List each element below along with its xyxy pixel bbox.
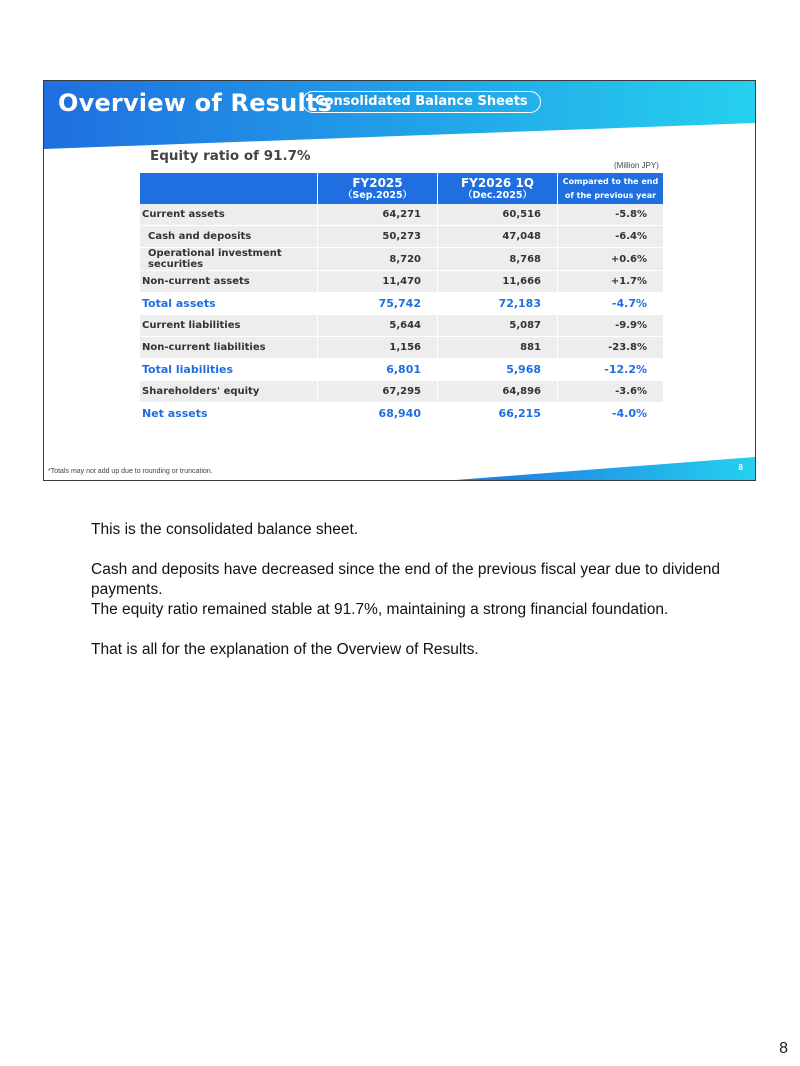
- row-label: Current liabilities: [140, 315, 318, 337]
- equity-ratio-headline: Equity ratio of 91.7%: [150, 148, 311, 164]
- notes-spacer: [91, 620, 721, 640]
- table-row-total: [140, 403, 663, 425]
- fy2026-value: 66,215: [438, 403, 558, 425]
- speaker-notes: [91, 520, 721, 660]
- row-label: Non-current liabilities: [140, 337, 318, 359]
- fy2026-value: 72,183: [438, 293, 558, 315]
- notes-paragraph: The equity ratio remained stable at 91.7%, maintaining a strong financial foundation.: [91, 601, 669, 618]
- table-row: [140, 271, 663, 293]
- table-row: [140, 315, 663, 337]
- change-value: -6.4%: [558, 226, 663, 248]
- table-row: [140, 381, 663, 403]
- table-row-total: [140, 293, 663, 315]
- change-value: +0.6%: [558, 248, 663, 271]
- change-value: +1.7%: [558, 271, 663, 293]
- notes-paragraph: This is the consolidated balance sheet.: [91, 521, 359, 538]
- fy2025-value: 6,801: [318, 359, 438, 381]
- balance-sheet-table: [140, 173, 663, 425]
- slide-title: Overview of Results: [58, 89, 333, 117]
- unit-label: (Million JPY): [614, 161, 659, 170]
- fy2025-value: 1,156: [318, 337, 438, 359]
- fy2026-value: 60,516: [438, 204, 558, 226]
- fy2025-value: 64,271: [318, 204, 438, 226]
- table-header-row: [140, 173, 663, 204]
- slide-frame: [43, 80, 756, 481]
- fy2025-value: 8,720: [318, 248, 438, 271]
- table-row: [140, 226, 663, 248]
- notes-paragraph: Cash and deposits have decreased since the end of the previous fiscal year due to dividend payments.: [91, 561, 721, 598]
- table-row: [140, 337, 663, 359]
- table-row-total: [140, 359, 663, 381]
- page-number: 8: [779, 1040, 788, 1057]
- change-value: -4.7%: [558, 293, 663, 315]
- row-label: Total assets: [140, 293, 318, 315]
- fy2025-value: 5,644: [318, 315, 438, 337]
- row-label: Net assets: [140, 403, 318, 425]
- fy2026-value: 881: [438, 337, 558, 359]
- header-blank: [140, 173, 318, 204]
- fy2026-value: 8,768: [438, 248, 558, 271]
- fy2025-value: 68,940: [318, 403, 438, 425]
- fy2026-value: 47,048: [438, 226, 558, 248]
- change-value: -4.0%: [558, 403, 663, 425]
- change-value: -3.6%: [558, 381, 663, 403]
- notes-paragraph: That is all for the explanation of the Overview of Results.: [91, 641, 479, 658]
- row-label: Current assets: [140, 204, 318, 226]
- row-label: Operational investment securities: [140, 248, 318, 271]
- change-value: -12.2%: [558, 359, 663, 381]
- fy2026-value: 11,666: [438, 271, 558, 293]
- change-value: -23.8%: [558, 337, 663, 359]
- table-row: [140, 204, 663, 226]
- fy2025-value: 50,273: [318, 226, 438, 248]
- row-label: Cash and deposits: [140, 226, 318, 248]
- fy2026-value: 64,896: [438, 381, 558, 403]
- footer-accent-bar: [44, 441, 755, 481]
- fy2026-value: 5,087: [438, 315, 558, 337]
- header-comparison: Compared to the end of the previous year: [558, 173, 663, 204]
- rounding-footnote: *Totals may not add up due to rounding or truncation.: [48, 468, 213, 475]
- fy2025-value: 67,295: [318, 381, 438, 403]
- notes-spacer: [91, 540, 721, 560]
- fy2025-value: 11,470: [318, 271, 438, 293]
- change-value: -9.9%: [558, 315, 663, 337]
- table-row: [140, 248, 663, 271]
- fy2025-value: 75,742: [318, 293, 438, 315]
- header-fy2025: FY2025 （Sep.2025）: [318, 173, 438, 204]
- row-label: Total liabilities: [140, 359, 318, 381]
- slide-page-badge: 8: [738, 463, 743, 472]
- fy2026-value: 5,968: [438, 359, 558, 381]
- header-fy2026-1q: FY2026 1Q （Dec.2025）: [438, 173, 558, 204]
- row-label: Shareholders' equity: [140, 381, 318, 403]
- change-value: -5.8%: [558, 204, 663, 226]
- section-pill: Consolidated Balance Sheets: [302, 91, 541, 113]
- row-label: Non-current assets: [140, 271, 318, 293]
